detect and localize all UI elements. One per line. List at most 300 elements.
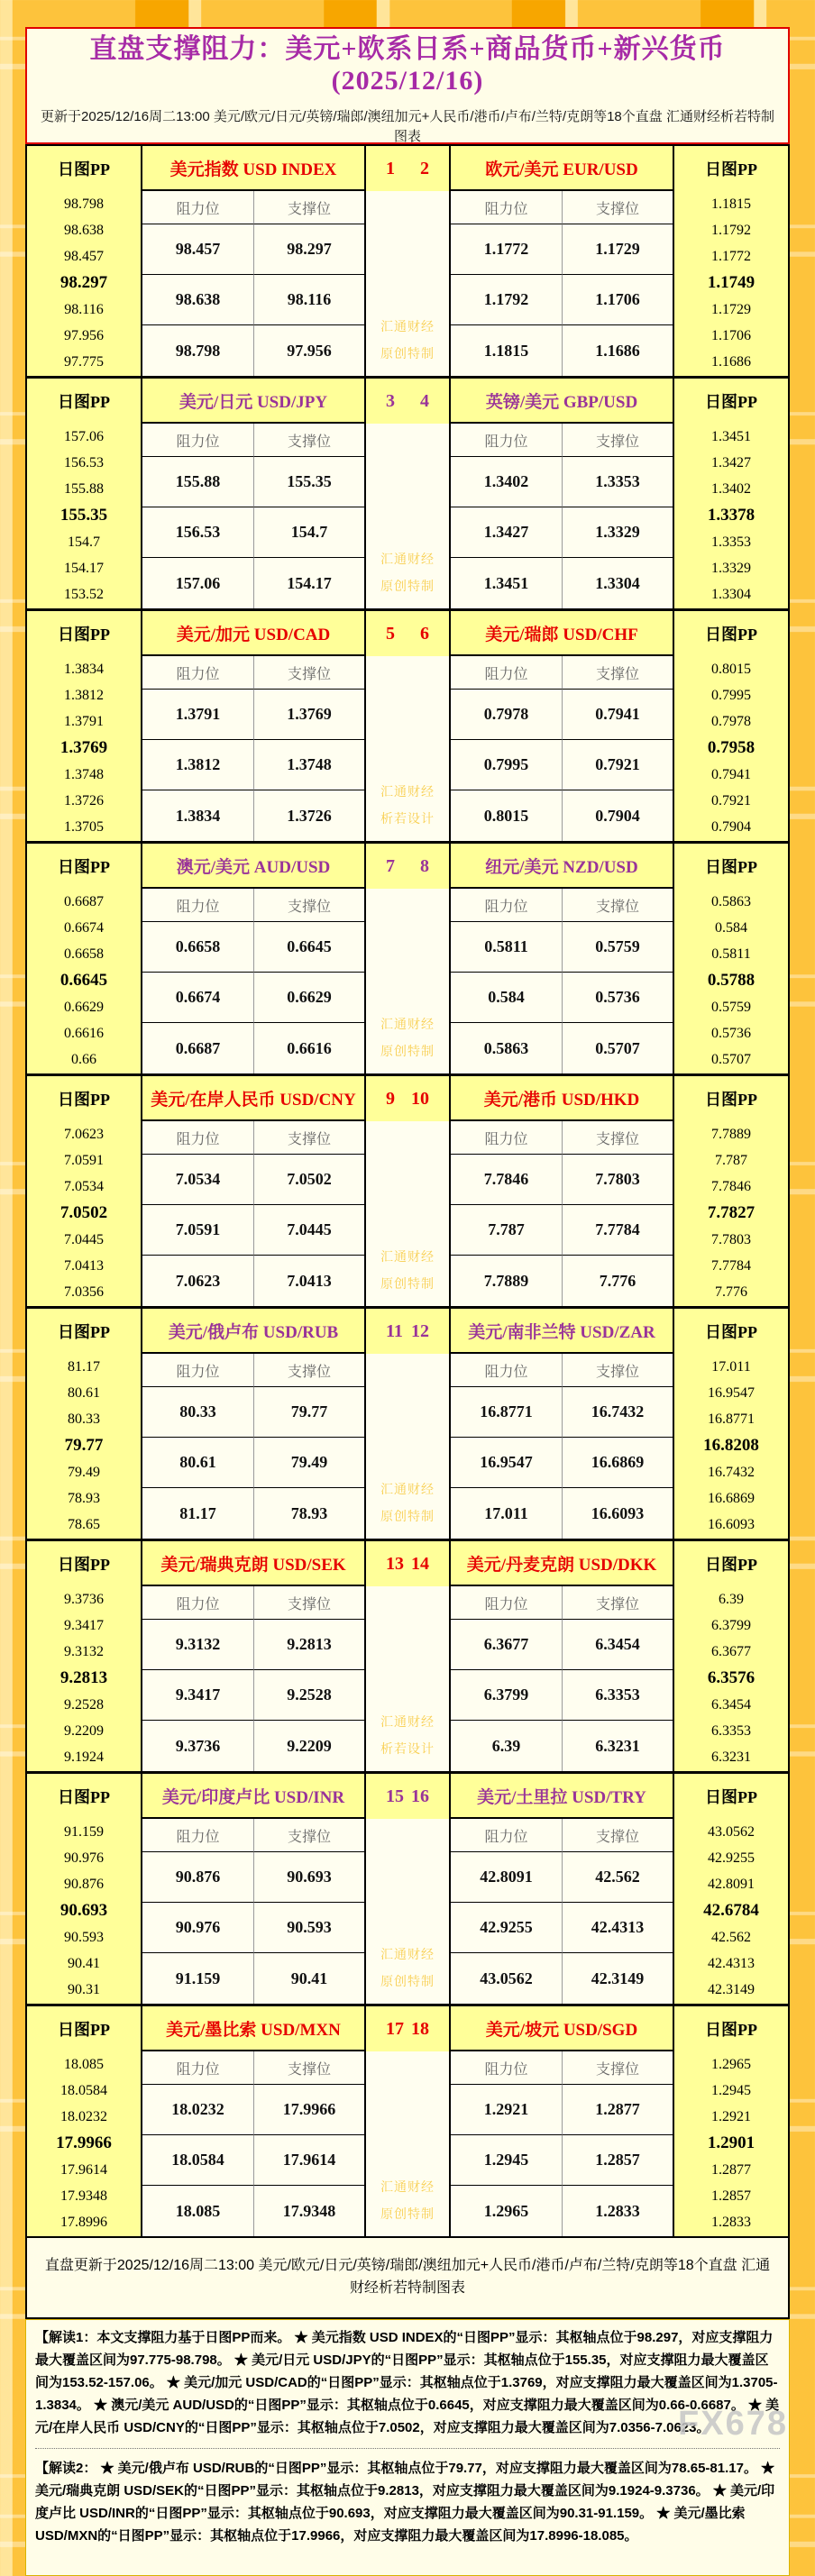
resistance-value: 1.1772	[451, 224, 562, 275]
pp-ladder-left	[27, 191, 142, 376]
resistance-value: 1.3812	[142, 740, 253, 790]
site-watermark-line1: 汇通财经	[380, 1482, 435, 1497]
resistance-value: 7.0623	[142, 1256, 253, 1306]
block-number-left: 13	[386, 1553, 404, 1574]
pp-value: 6.3799	[711, 1617, 751, 1633]
pp-value: 91.159	[64, 1823, 104, 1840]
pp-value: 79.49	[68, 1464, 100, 1480]
resistance-header: 阻力位	[451, 2051, 562, 2085]
resistance-value: 0.6658	[142, 922, 253, 973]
pp-value: 6.3677	[711, 1644, 751, 1660]
pp-column-header-right: 日图PP	[673, 1774, 788, 1819]
pp-value: 18.0584	[60, 2082, 107, 2098]
pp-value: 7.0623	[64, 1126, 104, 1142]
pp-column-header-right: 日图PP	[673, 379, 788, 424]
pp-value: 156.53	[64, 454, 104, 470]
support-value: 9.2813	[253, 1620, 364, 1670]
support-header: 支撑位	[562, 191, 673, 224]
pp-value: 6.3353	[711, 1723, 751, 1740]
pp-value: 1.3304	[711, 587, 751, 603]
pp-value: 78.93	[68, 1491, 100, 1507]
currency-block	[27, 376, 788, 608]
pp-value: 90.976	[64, 1850, 104, 1866]
pp-value: 1.1792	[711, 222, 751, 238]
pp-value: 154.17	[64, 561, 104, 577]
pp-value: 0.5759	[711, 999, 751, 1015]
resistance-value: 6.39	[451, 1721, 562, 1771]
pp-pivot-value: 98.297	[60, 273, 108, 293]
pp-ladder-left	[27, 2051, 142, 2236]
support-header: 支撑位	[562, 424, 673, 457]
support-value: 9.2209	[253, 1721, 364, 1771]
site-watermark-line1: 汇通财经	[380, 1714, 435, 1730]
support-header: 支撑位	[562, 1819, 673, 1852]
pp-value: 1.2921	[711, 2109, 751, 2125]
site-watermark	[366, 1941, 449, 1995]
resistance-header: 阻力位	[142, 1121, 253, 1155]
support-value: 42.3149	[562, 1953, 673, 2004]
pp-value: 1.3451	[711, 428, 751, 444]
resistance-header: 阻力位	[451, 1819, 562, 1852]
block-numbers	[364, 611, 451, 656]
pp-value: 1.3427	[711, 454, 751, 470]
pp-value: 7.7803	[711, 1231, 751, 1247]
pp-value: 1.2857	[711, 2188, 751, 2205]
resistance-value: 81.17	[142, 1488, 253, 1539]
pp-column-header-right: 日图PP	[673, 2006, 788, 2051]
resistance-header: 阻力位	[451, 424, 562, 457]
pp-value: 0.7904	[711, 819, 751, 836]
pair-name-left: 美元/瑞典克朗 USD/SEK	[142, 1541, 364, 1586]
site-watermark-line2: 析若设计	[380, 1740, 435, 1756]
support-value: 79.49	[253, 1438, 364, 1488]
resistance-value: 7.0591	[142, 1205, 253, 1256]
resistance-value: 157.06	[142, 558, 253, 608]
pp-column-header-right: 日图PP	[673, 844, 788, 889]
notes-box	[25, 2319, 790, 2576]
resistance-value: 43.0562	[451, 1953, 562, 2004]
support-value: 1.3353	[562, 457, 673, 507]
pp-column-header-right: 日图PP	[673, 611, 788, 656]
pp-ladder-right	[673, 1354, 788, 1539]
support-header: 支撑位	[253, 889, 364, 922]
pp-value: 9.2528	[64, 1696, 104, 1713]
pp-value: 9.2209	[64, 1723, 104, 1740]
support-value: 17.9966	[253, 2085, 364, 2135]
block-numbers	[364, 1076, 451, 1121]
block-number-right: 10	[411, 1088, 429, 1109]
pp-value: 42.8091	[708, 1877, 755, 1893]
page-title: 直盘支撑阻力：美元+欧系日系+商品货币+新兴货币(2025/12/16)	[89, 33, 726, 96]
pair-name-left: 美元/加元 USD/CAD	[142, 611, 364, 656]
pp-value: 1.2945	[711, 2082, 751, 2098]
pp-value: 153.52	[64, 587, 104, 603]
pp-value: 42.4313	[708, 1956, 755, 1972]
pp-column-header-left: 日图PP	[27, 1076, 142, 1121]
resistance-value: 80.33	[142, 1387, 253, 1438]
site-watermark-line1: 汇通财经	[380, 784, 435, 799]
pp-ladder-right	[673, 424, 788, 608]
pp-value: 98.116	[64, 301, 104, 317]
support-value: 1.3748	[253, 740, 364, 790]
pp-value: 80.61	[68, 1384, 100, 1401]
site-watermark-line1: 汇通财经	[380, 552, 435, 567]
site-watermark-line2: 原创特制	[380, 345, 435, 361]
resistance-header: 阻力位	[451, 1354, 562, 1387]
resistance-value: 1.3451	[451, 558, 562, 608]
resistance-header: 阻力位	[451, 1586, 562, 1620]
support-value: 6.3231	[562, 1721, 673, 1771]
site-watermark-line2: 原创特制	[380, 578, 435, 593]
block-number-left: 15	[386, 1786, 404, 1806]
site-watermark	[366, 314, 449, 367]
support-header: 支撑位	[562, 656, 673, 690]
pp-value: 78.65	[68, 1517, 100, 1533]
support-value: 7.776	[562, 1256, 673, 1306]
pp-value: 9.3736	[64, 1591, 104, 1607]
resistance-header: 阻力位	[142, 1354, 253, 1387]
site-watermark-line1: 汇通财经	[380, 319, 435, 334]
pp-value: 9.3417	[64, 1617, 104, 1633]
note-interpretation-2: 【解读2： ★ 美元/俄卢布 USD/RUB的“日图PP”显示：其枢轴点位于79.77，对应支撑阻力最大覆盖区间为78.65-81.17。 ★ 美元/瑞典克朗 USD/SEK的“日图PP”显示：其枢轴点位于9.2813，对应支撑阻力最大覆盖区间为9.1924-9.3736。 ★ 美元/印度卢比 USD/INR的“日图PP”显示：其枢轴点位于90.693，对应支撑阻力最大覆盖区间为90.31-91.159。 ★ 美元/墨比索 USD/MXN的“日图PP”显示：其枢轴点位于17.9966，对应支撑阻力最大覆盖区间为17.8996-18.085。	[35, 2448, 780, 2548]
resistance-value: 0.5863	[451, 1023, 562, 1073]
pp-value: 98.798	[64, 196, 104, 212]
currency-block	[27, 1771, 788, 2004]
pp-pivot-value: 79.77	[64, 1436, 104, 1456]
support-value: 7.7803	[562, 1155, 673, 1205]
pp-ladder-left	[27, 1121, 142, 1306]
pp-value: 0.6616	[64, 1026, 104, 1042]
pp-column-header-left: 日图PP	[27, 611, 142, 656]
block-number-right: 8	[420, 855, 429, 876]
pp-column-header-left: 日图PP	[27, 1541, 142, 1586]
resistance-value: 0.5811	[451, 922, 562, 973]
site-watermark-line1: 汇通财经	[380, 1249, 435, 1265]
pp-value: 16.9547	[708, 1384, 755, 1401]
support-value: 1.1686	[562, 325, 673, 376]
resistance-value: 18.085	[142, 2186, 253, 2236]
resistance-value: 91.159	[142, 1953, 253, 2004]
center-column	[364, 1586, 451, 1771]
support-value: 0.6645	[253, 922, 364, 973]
resistance-value: 1.3402	[451, 457, 562, 507]
pp-column-header-right: 日图PP	[673, 1076, 788, 1121]
pp-pivot-value: 90.693	[60, 1901, 108, 1921]
site-watermark-line1: 汇通财经	[380, 1017, 435, 1032]
pp-value: 90.41	[68, 1956, 100, 1972]
support-header: 支撑位	[253, 1354, 364, 1387]
center-column	[364, 1354, 451, 1539]
pp-pivot-value: 0.5788	[707, 971, 755, 991]
pp-pivot-value: 155.35	[60, 506, 108, 525]
pp-ladder-left	[27, 1354, 142, 1539]
resistance-header: 阻力位	[451, 1121, 562, 1155]
pp-value: 90.876	[64, 1877, 104, 1893]
pp-pivot-value: 1.1749	[707, 273, 755, 293]
pp-ladder-left	[27, 889, 142, 1073]
pp-pivot-value: 0.6645	[60, 971, 108, 991]
pivot-table	[25, 144, 790, 2238]
pair-name-left: 美元指数 USD INDEX	[142, 146, 364, 191]
pp-value: 9.3132	[64, 1644, 104, 1660]
pp-value: 0.7978	[711, 714, 751, 730]
support-value: 0.5736	[562, 973, 673, 1023]
support-value: 17.9348	[253, 2186, 364, 2236]
currency-block	[27, 841, 788, 1073]
site-watermark-line2: 析若设计	[380, 810, 435, 826]
site-watermark	[366, 1709, 449, 1762]
center-column	[364, 889, 451, 1073]
block-number-left: 17	[386, 2018, 404, 2039]
pp-value: 1.3791	[64, 714, 104, 730]
block-number-left: 1	[386, 158, 395, 178]
pp-value: 97.775	[64, 354, 104, 370]
site-watermark-line2: 原创特制	[380, 1275, 435, 1291]
block-number-right: 14	[411, 1553, 429, 1574]
pp-column-header-left: 日图PP	[27, 1774, 142, 1819]
pair-name-right: 美元/土里拉 USD/TRY	[451, 1774, 673, 1819]
pair-name-right: 欧元/美元 EUR/USD	[451, 146, 673, 191]
title-box	[25, 27, 790, 144]
support-value: 7.7784	[562, 1205, 673, 1256]
resistance-header: 阻力位	[142, 424, 253, 457]
support-value: 90.593	[253, 1903, 364, 1953]
pp-value: 0.5736	[711, 1026, 751, 1042]
center-column	[364, 191, 451, 376]
resistance-value: 1.2965	[451, 2186, 562, 2236]
resistance-value: 98.638	[142, 275, 253, 325]
pp-value: 0.6674	[64, 919, 104, 936]
pp-pivot-value: 6.3576	[707, 1668, 755, 1688]
block-number-right: 6	[420, 623, 429, 644]
pp-pivot-value: 1.3378	[707, 506, 755, 525]
resistance-value: 9.3736	[142, 1721, 253, 1771]
pp-value: 16.6093	[708, 1517, 755, 1533]
note-interpretation-1: 【解读1：本文支撑阻力基于日图PP而来。 ★ 美元指数 USD INDEX的“日图PP”显示：其枢轴点位于98.297，对应支撑阻力最大覆盖区间为97.775-98.798。 ★ 美元/日元 USD/JPY的“日图PP”显示：其枢轴点位于155.35，对应支撑阻力最大覆盖区间为153.52-157.06。 ★ 美元/加元 USD/CAD的“日图PP”显示：其枢轴点位于1.3769，对应支撑阻力最大覆盖区间为1.3705-1.3834。 ★ 澳元/美元 AUD/USD的“日图PP”显示：其枢轴点位于0.6645，对应支撑阻力最大覆盖区间为0.66-0.6687。 ★ 美元/在岸人民币 USD/CNY的“日图PP”显示：其枢轴点位于7.0502，对应支撑阻力最大覆盖区间为7.0356-7.0623。	[35, 2330, 780, 2435]
support-value: 6.3353	[562, 1670, 673, 1721]
resistance-value: 7.7889	[451, 1256, 562, 1306]
pp-value: 17.8996	[60, 2215, 107, 2231]
resistance-value: 1.2945	[451, 2135, 562, 2186]
resistance-value: 7.0534	[142, 1155, 253, 1205]
pp-value: 98.638	[64, 222, 104, 238]
support-header: 支撑位	[562, 1354, 673, 1387]
site-watermark-line1: 汇通财经	[380, 2179, 435, 2195]
support-value: 1.2857	[562, 2135, 673, 2186]
support-value: 16.7432	[562, 1387, 673, 1438]
pp-value: 17.011	[711, 1358, 751, 1375]
pp-ladder-left	[27, 424, 142, 608]
support-header: 支撑位	[562, 1121, 673, 1155]
pp-value: 1.3726	[64, 793, 104, 809]
pair-name-left: 美元/日元 USD/JPY	[142, 379, 364, 424]
pp-value: 42.562	[711, 1929, 751, 1945]
pp-ladder-left	[27, 1586, 142, 1771]
resistance-value: 9.3132	[142, 1620, 253, 1670]
pp-pivot-value: 1.2901	[707, 2133, 755, 2153]
block-number-right: 16	[411, 1786, 429, 1806]
pair-name-left: 美元/在岸人民币 USD/CNY	[142, 1076, 364, 1121]
pp-ladder-right	[673, 1819, 788, 2004]
pp-value: 1.2965	[711, 2056, 751, 2072]
pp-value: 18.0232	[60, 2109, 107, 2125]
resistance-value: 16.8771	[451, 1387, 562, 1438]
site-watermark	[366, 2174, 449, 2227]
support-value: 1.2833	[562, 2186, 673, 2236]
support-value: 90.41	[253, 1953, 364, 2004]
pair-name-right: 美元/港币 USD/HKD	[451, 1076, 673, 1121]
resistance-value: 7.7846	[451, 1155, 562, 1205]
support-value: 0.5707	[562, 1023, 673, 1073]
site-watermark	[366, 1476, 449, 1530]
pp-value: 9.1924	[64, 1749, 104, 1766]
site-watermark-line1: 汇通财经	[380, 1947, 435, 1962]
support-value: 42.562	[562, 1852, 673, 1903]
pp-value: 0.7995	[711, 687, 751, 703]
resistance-value: 0.6674	[142, 973, 253, 1023]
pp-value: 1.3834	[64, 661, 104, 677]
support-value: 0.7941	[562, 690, 673, 740]
resistance-value: 1.3791	[142, 690, 253, 740]
pp-column-header-right: 日图PP	[673, 1309, 788, 1354]
pp-value: 1.2877	[711, 2161, 751, 2178]
support-header: 支撑位	[562, 889, 673, 922]
pp-column-header-right: 日图PP	[673, 1541, 788, 1586]
pair-name-right: 英镑/美元 GBP/USD	[451, 379, 673, 424]
support-header: 支撑位	[253, 1121, 364, 1155]
pp-ladder-right	[673, 1121, 788, 1306]
support-value: 16.6093	[562, 1488, 673, 1539]
pp-value: 90.593	[64, 1929, 104, 1945]
resistance-value: 98.798	[142, 325, 253, 376]
resistance-value: 1.1792	[451, 275, 562, 325]
support-value: 1.3329	[562, 507, 673, 558]
resistance-value: 6.3799	[451, 1670, 562, 1721]
pp-value: 0.7921	[711, 793, 751, 809]
support-value: 0.7921	[562, 740, 673, 790]
pp-value: 7.0591	[64, 1152, 104, 1168]
resistance-value: 18.0584	[142, 2135, 253, 2186]
pp-value: 7.7784	[711, 1258, 751, 1274]
pp-value: 0.5707	[711, 1052, 751, 1068]
support-value: 154.7	[253, 507, 364, 558]
block-number-left: 11	[386, 1320, 403, 1341]
resistance-header: 阻力位	[451, 889, 562, 922]
support-value: 1.2877	[562, 2085, 673, 2135]
block-number-left: 5	[386, 623, 395, 644]
resistance-value: 80.61	[142, 1438, 253, 1488]
site-watermark	[366, 779, 449, 832]
pp-value: 7.0413	[64, 1258, 104, 1274]
pp-value: 154.7	[68, 534, 100, 550]
brand-watermark: FX678	[678, 2405, 788, 2443]
resistance-value: 156.53	[142, 507, 253, 558]
support-header: 支撑位	[253, 424, 364, 457]
pp-value: 0.6658	[64, 946, 104, 963]
site-watermark-line2: 原创特制	[380, 1043, 435, 1058]
pp-value: 17.9348	[60, 2188, 107, 2205]
resistance-value: 42.8091	[451, 1852, 562, 1903]
pp-value: 18.085	[64, 2056, 104, 2072]
pp-value: 1.1772	[711, 249, 751, 265]
resistance-header: 阻力位	[142, 889, 253, 922]
support-value: 79.77	[253, 1387, 364, 1438]
resistance-value: 1.3427	[451, 507, 562, 558]
pp-value: 90.31	[68, 1982, 100, 1998]
resistance-value: 7.787	[451, 1205, 562, 1256]
pp-value: 1.1706	[711, 328, 751, 344]
currency-block	[27, 1073, 788, 1306]
pair-name-right: 美元/丹麦克朗 USD/DKK	[451, 1541, 673, 1586]
pair-name-right: 美元/南非兰特 USD/ZAR	[451, 1309, 673, 1354]
block-number-left: 9	[386, 1088, 395, 1109]
block-numbers	[364, 2006, 451, 2051]
pp-pivot-value: 9.2813	[60, 1668, 108, 1688]
pair-name-left: 美元/俄卢布 USD/RUB	[142, 1309, 364, 1354]
site-watermark-line2: 原创特制	[380, 2206, 435, 2221]
pp-value: 0.5811	[711, 946, 751, 963]
pp-pivot-value: 7.0502	[60, 1203, 108, 1223]
center-column	[364, 1121, 451, 1306]
support-value: 0.6629	[253, 973, 364, 1023]
support-header: 支撑位	[562, 1586, 673, 1620]
resistance-value: 17.011	[451, 1488, 562, 1539]
site-watermark	[366, 1011, 449, 1064]
pp-value: 1.1815	[711, 196, 751, 212]
pp-value: 1.3402	[711, 481, 751, 498]
site-watermark	[366, 546, 449, 599]
footer-bar: 直盘更新于2025/12/16周二13:00 美元/欧元/日元/英镑/瑞郎/澳纽加元+人民币/港币/卢布/兰特/克朗等18个直盘 汇通财经析若特制图表	[25, 2238, 790, 2319]
support-value: 16.6869	[562, 1438, 673, 1488]
currency-block	[27, 146, 788, 376]
support-value: 155.35	[253, 457, 364, 507]
resistance-value: 0.584	[451, 973, 562, 1023]
pp-value: 81.17	[68, 1358, 100, 1375]
pp-value: 16.6869	[708, 1491, 755, 1507]
pp-value: 1.3353	[711, 534, 751, 550]
support-header: 支撑位	[253, 191, 364, 224]
pp-value: 155.88	[64, 481, 104, 498]
block-numbers	[364, 844, 451, 889]
pp-ladder-right	[673, 2051, 788, 2236]
resistance-value: 155.88	[142, 457, 253, 507]
resistance-header: 阻力位	[451, 656, 562, 690]
block-numbers	[364, 1541, 451, 1586]
pp-value: 157.06	[64, 428, 104, 444]
pair-name-left: 美元/墨比索 USD/MXN	[142, 2006, 364, 2051]
resistance-value: 42.9255	[451, 1903, 562, 1953]
support-value: 42.4313	[562, 1903, 673, 1953]
resistance-value: 90.876	[142, 1852, 253, 1903]
site-watermark-line2: 原创特制	[380, 1508, 435, 1523]
resistance-value: 1.3834	[142, 790, 253, 841]
content-panel	[25, 27, 790, 2576]
block-numbers	[364, 379, 451, 424]
pp-value: 7.776	[715, 1284, 747, 1301]
center-column	[364, 1819, 451, 2004]
support-value: 17.9614	[253, 2135, 364, 2186]
support-value: 154.17	[253, 558, 364, 608]
pp-value: 1.3705	[64, 819, 104, 836]
resistance-value: 90.976	[142, 1903, 253, 1953]
pp-column-header-left: 日图PP	[27, 146, 142, 191]
resistance-value: 0.7978	[451, 690, 562, 740]
pp-column-header-right: 日图PP	[673, 146, 788, 191]
support-value: 0.5759	[562, 922, 673, 973]
pp-value: 7.0534	[64, 1179, 104, 1195]
pp-value: 16.7432	[708, 1464, 755, 1480]
support-value: 0.6616	[253, 1023, 364, 1073]
